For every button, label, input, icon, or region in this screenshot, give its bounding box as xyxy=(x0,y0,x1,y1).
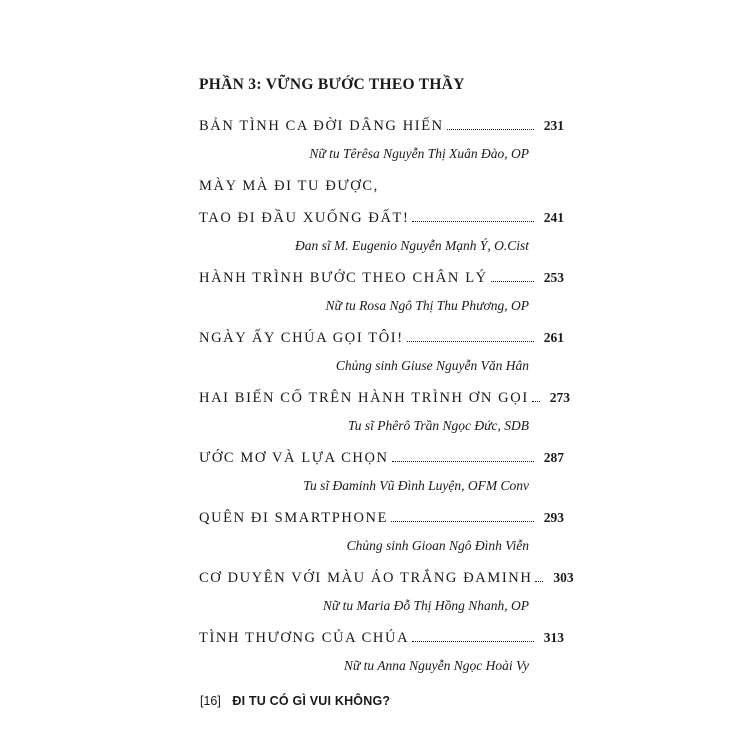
toc-entry-title-line xyxy=(199,270,564,290)
toc-entry xyxy=(199,178,564,256)
dot-leader xyxy=(532,391,540,402)
toc-entry-author: Tu sĩ Đaminh Vũ Đình Luyện, OFM Conv xyxy=(303,478,529,493)
toc-entry-title-line xyxy=(199,630,564,650)
toc-entry-title-line xyxy=(199,118,564,138)
toc-entry xyxy=(199,330,564,376)
toc-entry-page-number: 273 xyxy=(549,390,571,405)
dot-leader xyxy=(391,511,534,522)
dot-leader xyxy=(535,571,543,582)
toc-entry-page-number: 261 xyxy=(543,330,564,345)
table-of-contents xyxy=(199,118,574,690)
toc-entry-title-line xyxy=(199,510,564,530)
dot-leader xyxy=(447,119,534,130)
toc-entry-title-line xyxy=(199,570,574,590)
toc-entry-author: Đan sĩ M. Eugenio Nguyễn Mạnh Ý, O.Cist xyxy=(295,238,529,253)
toc-entry-title-line xyxy=(199,390,571,410)
toc-entry-author: Nữ tu Têrêsa Nguyễn Thị Xuân Đào, OP xyxy=(309,146,529,161)
toc-entry-author: Nữ tu Anna Nguyễn Ngọc Hoài Vy xyxy=(343,658,529,673)
toc-entry xyxy=(199,630,564,676)
toc-entry-title: HAI BIẾN CỐ TRÊN HÀNH TRÌNH ƠN GỌI xyxy=(199,390,529,406)
toc-entry-author: Chủng sinh Gioan Ngô Đình Viễn xyxy=(346,538,529,553)
toc-entry-page-number: 287 xyxy=(543,450,564,465)
toc-entry-title: TÌNH THƯƠNG CỦA CHÚA xyxy=(199,630,410,646)
page-number-label: [16] xyxy=(200,694,221,708)
toc-entry-title: ƯỚC MƠ VÀ LỰA CHỌN xyxy=(199,450,389,466)
toc-entry-title: QUÊN ĐI SMARTPHONE xyxy=(199,510,389,526)
toc-entry-page-number: 313 xyxy=(543,630,564,645)
toc-entry xyxy=(199,510,564,556)
toc-entry xyxy=(199,270,564,316)
toc-entry-title-line xyxy=(199,450,564,470)
toc-entry-title-line xyxy=(199,210,564,230)
dot-leader xyxy=(392,451,534,462)
toc-entry xyxy=(199,118,564,164)
toc-entry-page-number: 253 xyxy=(543,270,564,285)
toc-entry-title: CƠ DUYÊN VỚI MÀU ÁO TRẮNG ĐAMINH xyxy=(199,570,533,586)
toc-entry-page-number: 293 xyxy=(543,510,564,525)
toc-entry-title: NGÀY ẤY CHÚA GỌI TÔI! xyxy=(199,330,404,346)
toc-entry-page-number: 231 xyxy=(543,118,564,133)
dot-leader xyxy=(407,331,534,342)
toc-entry-page-number: 303 xyxy=(553,570,574,585)
toc-entry-title: BẢN TÌNH CA ĐỜI DÂNG HIẾN xyxy=(199,118,444,134)
toc-entry-author: Chủng sinh Giuse Nguyễn Văn Hân xyxy=(335,358,529,373)
dot-leader xyxy=(412,631,534,642)
section-title: PHẦN 3: VỮNG BƯỚC THEO THẦY xyxy=(199,76,465,93)
page-footer xyxy=(200,694,390,708)
toc-entry-author: Nữ tu Maria Đỗ Thị Hồng Nhanh, OP xyxy=(322,598,529,613)
toc-entry xyxy=(199,450,564,496)
toc-entry xyxy=(199,390,571,436)
toc-entry-author: Nữ tu Rosa Ngô Thị Thu Phương, OP xyxy=(325,298,529,313)
book-title: ĐI TU CÓ GÌ VUI KHÔNG? xyxy=(232,694,391,708)
toc-entry-title-line xyxy=(199,330,564,350)
toc-entry-title-line xyxy=(199,178,564,198)
toc-entry-title: MÀY MÀ ĐI TU ĐƯỢC, xyxy=(199,178,379,194)
toc-entry-author: Tu sĩ Phêrô Trần Ngọc Đức, SDB xyxy=(348,418,529,433)
toc-entry xyxy=(199,570,574,616)
dot-leader xyxy=(412,211,533,222)
toc-entry-title: HÀNH TRÌNH BƯỚC THEO CHÂN LÝ xyxy=(199,270,488,286)
toc-entry-page-number: 241 xyxy=(543,210,564,225)
dot-leader xyxy=(491,271,534,282)
toc-entry-title-continued: TAO ĐI ĐẦU XUỐNG ĐẤT! xyxy=(199,210,410,226)
